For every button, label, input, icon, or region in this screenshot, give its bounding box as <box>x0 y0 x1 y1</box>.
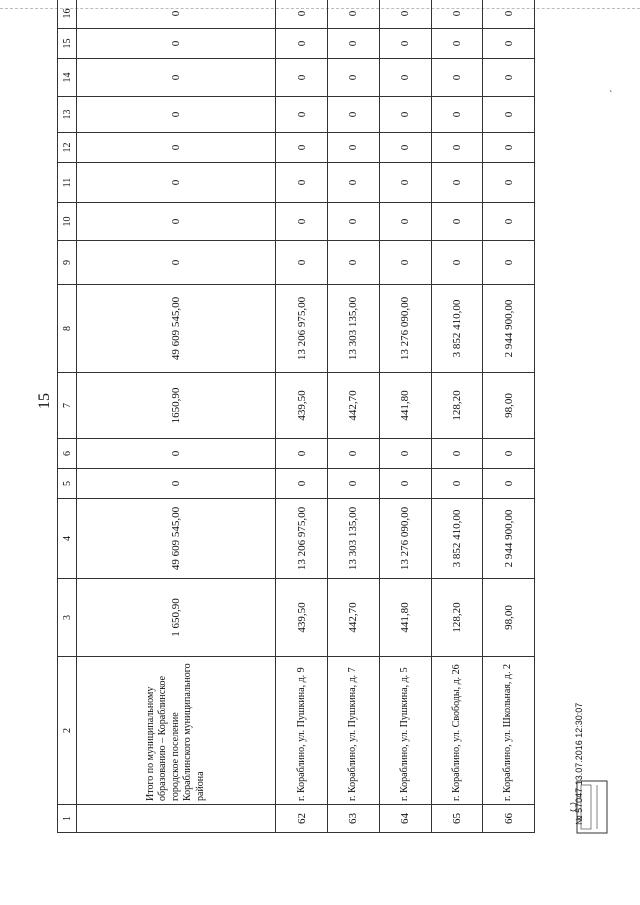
table-cell-col-4: 13 303 135,00 <box>328 499 380 579</box>
table-cell-col-10: 0 <box>379 203 431 241</box>
table-row <box>431 0 483 833</box>
margin-mark: ˋ <box>609 90 613 101</box>
table-cell-col-13: 0 <box>483 97 535 133</box>
col-header: 10 <box>58 203 77 241</box>
table-cell-col-10: 0 <box>431 203 483 241</box>
table-cell-col-11: 0 <box>77 163 276 203</box>
table-cell-col-4: 2 944 900,00 <box>483 499 535 579</box>
table-cell-col-4: 3 852 410,00 <box>431 499 483 579</box>
table-cell-col-14: 0 <box>276 59 328 97</box>
table-cell-col-15: 0 <box>483 29 535 59</box>
table-cell-col-3: 439,50 <box>276 579 328 657</box>
table-cell-col-14: 0 <box>379 59 431 97</box>
col-header: 16 <box>58 0 77 29</box>
table-cell-col-15: 0 <box>276 29 328 59</box>
table-cell-col-14: 0 <box>328 59 380 97</box>
table-cell-col-2: г. Кораблино, ул. Пушкина, д. 9 <box>276 657 328 805</box>
table-cell-col-5: 0 <box>379 469 431 499</box>
table-cell-col-11: 0 <box>483 163 535 203</box>
table-cell-col-14: 0 <box>431 59 483 97</box>
header-row <box>58 0 77 833</box>
table-cell-col-1: 65 <box>431 805 483 833</box>
table-cell-col-1: 62 <box>276 805 328 833</box>
table-cell-col-16: 0 <box>483 0 535 29</box>
table-cell-col-6: 0 <box>483 439 535 469</box>
table-cell-col-8: 3 852 410,00 <box>431 285 483 373</box>
table-cell-col-10: 0 <box>77 203 276 241</box>
table-cell-col-8: 13 276 090,00 <box>379 285 431 373</box>
table-cell-col-16: 0 <box>431 0 483 29</box>
table-cell-col-10: 0 <box>483 203 535 241</box>
table-cell-col-12: 0 <box>483 133 535 163</box>
table-cell-col-2: Итого по муниципальному образованию – Кораблинское городское поселение Кораблинского муниципального района <box>77 657 276 805</box>
table-cell-col-7: 441,80 <box>379 373 431 439</box>
col-header: 9 <box>58 241 77 285</box>
col-header: 11 <box>58 163 77 203</box>
table-cell-col-6: 0 <box>328 439 380 469</box>
table-cell-col-14: 0 <box>483 59 535 97</box>
table-cell-col-13: 0 <box>77 97 276 133</box>
table-row <box>328 0 380 833</box>
table-cell-col-8: 13 303 135,00 <box>328 285 380 373</box>
table-cell-col-3: 1 650,90 <box>77 579 276 657</box>
col-header: 2 <box>58 657 77 805</box>
table-cell-col-11: 0 <box>431 163 483 203</box>
table-cell-col-13: 0 <box>328 97 380 133</box>
col-header: 5 <box>58 469 77 499</box>
table-cell-col-1: 64 <box>379 805 431 833</box>
col-header: 1 <box>58 805 77 833</box>
table-cell-col-9: 0 <box>276 241 328 285</box>
stamp-text: № 57047 13.07.2016 12:30:07 <box>574 702 584 825</box>
table-cell-col-14: 0 <box>77 59 276 97</box>
table-cell-col-9: 0 <box>431 241 483 285</box>
col-header: 13 <box>58 97 77 133</box>
table-body <box>77 0 535 833</box>
table-cell-col-7: 128,20 <box>431 373 483 439</box>
table-cell-col-13: 0 <box>276 97 328 133</box>
table-cell-col-5: 0 <box>276 469 328 499</box>
table-cell-col-4: 13 206 975,00 <box>276 499 328 579</box>
col-header: 8 <box>58 285 77 373</box>
table-cell-col-16: 0 <box>77 0 276 29</box>
table-cell-col-7: 1650,90 <box>77 373 276 439</box>
table-cell-col-4: 13 276 090,00 <box>379 499 431 579</box>
table-cell-col-10: 0 <box>328 203 380 241</box>
table-cell-col-1: 63 <box>328 805 380 833</box>
table-cell-col-5: 0 <box>483 469 535 499</box>
table-row <box>276 0 328 833</box>
table-cell-col-12: 0 <box>77 133 276 163</box>
table-cell-col-7: 439,50 <box>276 373 328 439</box>
table-cell-col-6: 0 <box>431 439 483 469</box>
table-cell-col-5: 0 <box>328 469 380 499</box>
table-cell-col-8: 13 206 975,00 <box>276 285 328 373</box>
table-cell-col-3: 441,80 <box>379 579 431 657</box>
table-cell-col-3: 128,20 <box>431 579 483 657</box>
table-cell-col-2: г. Кораблино, ул. Школьная, д. 2 <box>483 657 535 805</box>
table-cell-col-11: 0 <box>379 163 431 203</box>
table-row <box>483 0 535 833</box>
table-cell-col-12: 0 <box>328 133 380 163</box>
table-cell-col-12: 0 <box>379 133 431 163</box>
table-row <box>379 0 431 833</box>
table-cell-col-2: г. Кораблино, ул. Свободы, д. 26 <box>431 657 483 805</box>
col-header: 12 <box>58 133 77 163</box>
table-cell-col-9: 0 <box>379 241 431 285</box>
table-cell-col-7: 442,70 <box>328 373 380 439</box>
table-cell-col-1 <box>77 805 276 833</box>
table-cell-col-11: 0 <box>328 163 380 203</box>
col-header: 15 <box>58 29 77 59</box>
table-cell-col-6: 0 <box>379 439 431 469</box>
document-table <box>57 0 535 833</box>
table-cell-col-9: 0 <box>77 241 276 285</box>
table-cell-col-9: 0 <box>328 241 380 285</box>
table-cell-col-7: 98,00 <box>483 373 535 439</box>
table-cell-col-1: 66 <box>483 805 535 833</box>
table-cell-col-3: 442,70 <box>328 579 380 657</box>
table-cell-col-4: 49 609 545,00 <box>77 499 276 579</box>
table-cell-col-5: 0 <box>431 469 483 499</box>
table-cell-col-2: г. Кораблино, ул. Пушкина, д. 7 <box>328 657 380 805</box>
table-cell-col-15: 0 <box>379 29 431 59</box>
table-cell-col-3: 98,00 <box>483 579 535 657</box>
table-cell-col-8: 49 609 545,00 <box>77 285 276 373</box>
table-cell-col-10: 0 <box>276 203 328 241</box>
col-header: 7 <box>58 373 77 439</box>
table-cell-col-5: 0 <box>77 469 276 499</box>
table-cell-col-2: г. Кораблино, ул. Пушкина, д. 5 <box>379 657 431 805</box>
document-table-wrapper <box>57 8 535 833</box>
table-cell-col-15: 0 <box>431 29 483 59</box>
seal-logo-icon <box>570 780 615 835</box>
table-cell-col-13: 0 <box>379 97 431 133</box>
table-cell-col-8: 2 944 900,00 <box>483 285 535 373</box>
table-cell-col-11: 0 <box>276 163 328 203</box>
page-number: 15 <box>36 393 53 409</box>
col-header: 3 <box>58 579 77 657</box>
table-cell-col-9: 0 <box>483 241 535 285</box>
table-cell-col-16: 0 <box>276 0 328 29</box>
col-header: 6 <box>58 439 77 469</box>
col-header: 4 <box>58 499 77 579</box>
table-cell-col-6: 0 <box>77 439 276 469</box>
col-header: 14 <box>58 59 77 97</box>
table-cell-col-12: 0 <box>431 133 483 163</box>
table-cell-col-16: 0 <box>379 0 431 29</box>
table-cell-col-16: 0 <box>328 0 380 29</box>
table-row <box>77 0 276 833</box>
table-cell-col-6: 0 <box>276 439 328 469</box>
table-cell-col-15: 0 <box>77 29 276 59</box>
table-cell-col-15: 0 <box>328 29 380 59</box>
table-cell-col-13: 0 <box>431 97 483 133</box>
table-cell-col-12: 0 <box>276 133 328 163</box>
